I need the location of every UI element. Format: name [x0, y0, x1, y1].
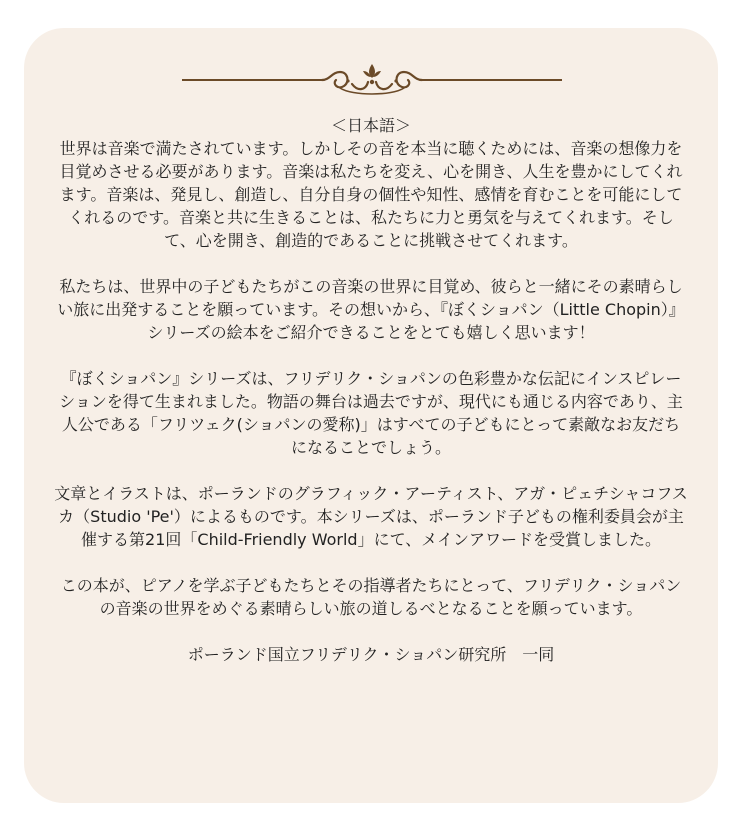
paragraph-intro: 世界は音楽で満たされています。しかしその音を本当に聴くためには、音楽の想像力を目覚めさせる必要があります。音楽は私たちを変え、心を開き、人生を豊かにしてくれます。音楽は、発見し、創造し、自分自身の個性や知性、感情を育むことを可能にしてくれるのです。音楽と共に生きることは、私たちに力と勇気を与えてくれます。そして、心を開き、創造的であることに挑戦させてくれます。	[59, 139, 683, 250]
signature: ポーランド国立フリデリク・ショパン研究所 一同	[187, 645, 555, 664]
language-heading: ＜日本語＞	[330, 116, 411, 135]
paragraph-closing: この本が、ピアノを学ぶ子どもたちとその指導者たちにとって、フリデリク・ショパンの音楽の世界をめぐる素晴らしい旅の道しるべとなることを願っています。	[60, 576, 682, 618]
paragraph-author: 文章とイラストは、ポーランドのグラフィック・アーティスト、アガ・ピェチシャコフスカ（Studio 'Pe'）によるものです。本シリーズは、ポーランド子どもの権利委員会が主催する第21回「Child-Friendly World」にて、メインアワードを受賞しました。	[54, 484, 688, 549]
message-card	[24, 28, 718, 803]
paragraph-wish: 私たちは、世界中の子どもたちがこの音楽の世界に目覚め、彼らと一緒にその素晴らしい旅に出発することを願っています。その想いから、『ぼくショパン（Little Chopin）』シリーズの絵本をご紹介できることをとても嬉しく思います！	[57, 277, 685, 342]
document-body	[54, 114, 688, 666]
flourish-divider-icon	[182, 60, 562, 100]
paragraph-series: 『ぼくショパン』シリーズは、フリデリク・ショパンの色彩豊かな伝記にインスピレーションを得て生まれました。物語の舞台は過去ですが、現代にも通じる内容であり、主人公である「フリツェク(ショパンの愛称)」はすべての子どもにとって素敵なお友だちになることでしょう。	[59, 369, 683, 457]
